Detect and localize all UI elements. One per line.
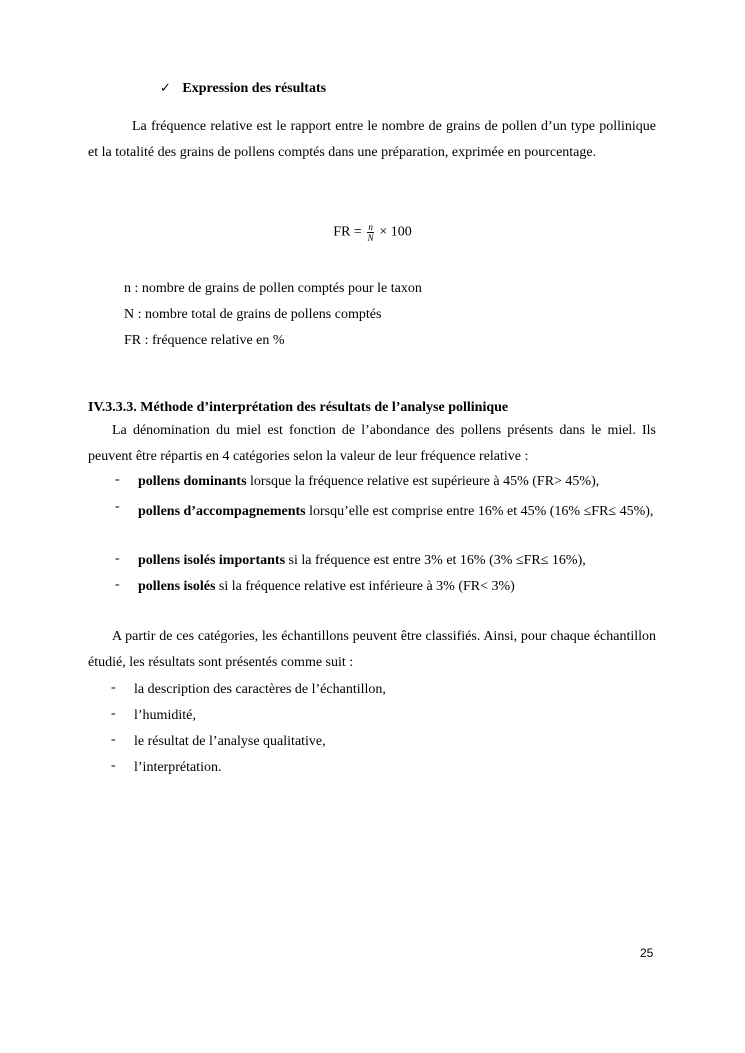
category-desc: si la fréquence relative est inférieure à 3% (FR< 3%) [215, 579, 515, 594]
page-number: 25 [640, 946, 654, 960]
section-heading: IV.3.3.3. Méthode d’interprétation des résultats de l’analyse pollinique [88, 400, 509, 415]
list-item: le résultat de l’analyse qualitative, [134, 734, 326, 749]
list-item [138, 499, 658, 525]
list-item [138, 472, 658, 492]
formula-numerator: n [368, 222, 373, 232]
formula-fraction [367, 222, 374, 243]
category-name: pollens isolés [138, 579, 216, 594]
section-subtitle [160, 79, 326, 99]
category-desc: si la fréquence est entre 3% et 16% (3% ≤FR≤ 16%), [285, 553, 586, 568]
method-paragraph: La dénomination du miel est fonction de l’abondance des pollens présents dans le miel. Ils peuvent être répartis en 4 catégories selon la valeur de leur fréquence relative : [88, 423, 656, 464]
list-item [138, 551, 658, 571]
list-item: la description des caractères de l’échantillon, [134, 682, 386, 697]
list-dash: - [111, 680, 116, 695]
category-desc: lorsque la fréquence relative est supérieure à 45% (FR> 45%), [246, 474, 600, 489]
formula-lhs: FR = [333, 224, 362, 240]
definition-n: n : nombre de grains de pollen comptés pour le taxon [124, 281, 422, 296]
list-dash: - [115, 551, 120, 566]
intro-paragraph: La fréquence relative est le rapport entre le nombre de grains de pollen d’un type pollinique et la totalité des grains de pollens comptés dans une préparation, exprimée en pourcentage. [88, 119, 656, 160]
category-name: pollens isolés importants [138, 553, 286, 568]
section-subtitle-text: Expression des résultats [182, 81, 327, 96]
list-item [138, 577, 658, 597]
formula-denominator: N [367, 233, 374, 243]
category-name: pollens dominants [138, 474, 247, 489]
category-desc: lorsqu’elle est comprise entre 16% et 45% (16% ≤FR≤ 45%), [305, 504, 654, 519]
checkmark-icon: ✓ [160, 81, 171, 96]
list-item: l’humidité, [134, 708, 196, 723]
results-paragraph: A partir de ces catégories, les échantillons peuvent être classifiés. Ainsi, pour chaque échantillon étudié, les résultats sont présentés comme suit : [88, 629, 656, 670]
list-dash: - [111, 758, 116, 773]
formula [0, 222, 745, 243]
list-dash: - [115, 577, 120, 592]
definition-N: N : nombre total de grains de pollens comptés [124, 307, 382, 322]
list-item: l’interprétation. [134, 760, 222, 775]
category-name: pollens d’accompagnements [138, 504, 306, 519]
list-dash: - [111, 706, 116, 721]
list-dash: - [111, 732, 116, 747]
list-dash: - [115, 499, 120, 514]
definition-FR: FR : fréquence relative en % [124, 333, 285, 348]
list-dash: - [115, 472, 120, 487]
formula-rhs: × 100 [379, 224, 412, 240]
